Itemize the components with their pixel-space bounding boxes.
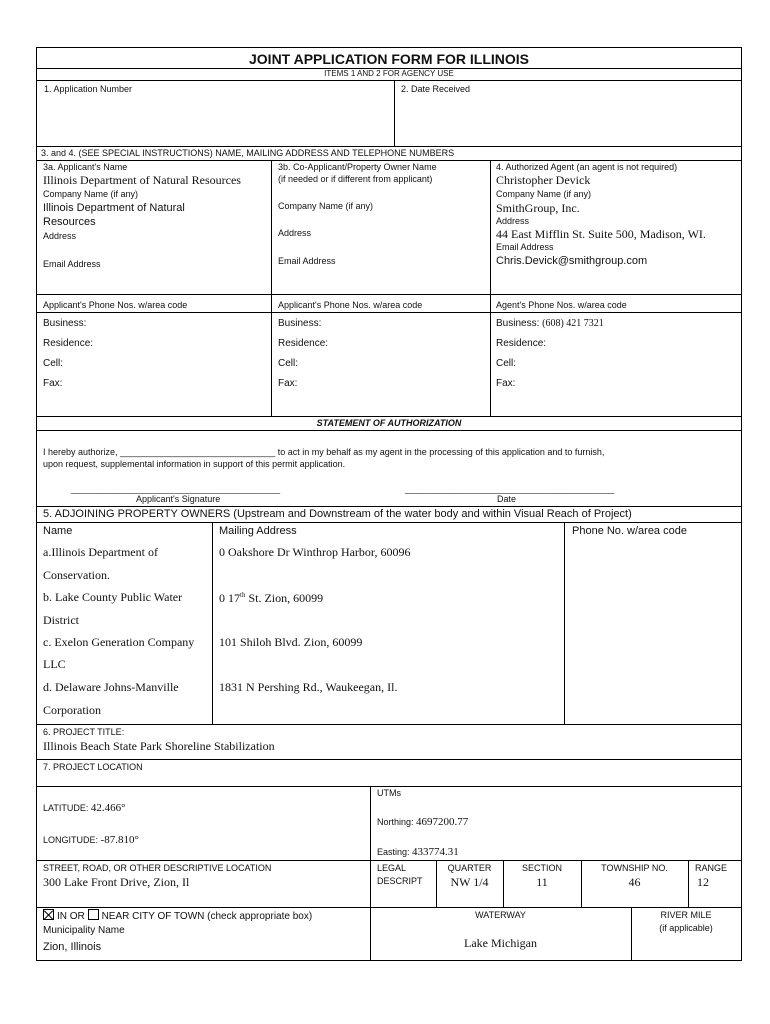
divider bbox=[37, 80, 741, 81]
co-applicant-cell-label[interactable]: Cell: bbox=[278, 358, 299, 369]
longitude-label: LONGITUDE: bbox=[43, 835, 99, 845]
owner-b-address-rest: St. Zion, 60099 bbox=[245, 591, 324, 605]
street-location-value[interactable]: 300 Lake Front Drive, Zion, Il bbox=[43, 875, 190, 889]
in-or-near-field bbox=[43, 909, 312, 923]
agent-company[interactable]: SmithGroup, Inc. bbox=[496, 201, 580, 215]
applicant-phone-label: Applicant's Phone Nos. w/area code bbox=[43, 300, 188, 310]
owner-b-address-suffix: th bbox=[240, 591, 246, 599]
divider bbox=[370, 786, 371, 961]
co-applicant-fax-label[interactable]: Fax: bbox=[278, 378, 298, 389]
date-line[interactable]: _______________________________________________ bbox=[405, 485, 615, 494]
range-label: RANGE bbox=[695, 863, 728, 873]
divider bbox=[271, 160, 272, 416]
owner-d-name-line2[interactable]: Corporation bbox=[43, 703, 101, 717]
divider bbox=[37, 860, 741, 861]
co-applicant-label: 3b. Co-Applicant/Property Owner Name bbox=[278, 162, 437, 172]
project-title-value[interactable]: Illinois Beach State Park Shoreline Stabilization bbox=[43, 739, 275, 753]
divider bbox=[37, 724, 741, 725]
agent-business-field[interactable] bbox=[496, 318, 604, 330]
owner-c-name-line2[interactable]: LLC bbox=[43, 657, 66, 671]
co-applicant-phone-label: Applicant's Phone Nos. w/area code bbox=[278, 300, 423, 310]
divider bbox=[37, 786, 741, 787]
agent-address-label: Address bbox=[496, 216, 530, 226]
divider bbox=[37, 312, 741, 313]
township-value[interactable]: 46 bbox=[628, 875, 641, 889]
river-mile-label: RIVER MILE bbox=[660, 910, 712, 920]
near-city-checkbox[interactable] bbox=[88, 909, 99, 920]
form-title: JOINT APPLICATION FORM FOR ILLINOIS bbox=[249, 51, 529, 67]
owner-phone-col-header: Phone No. w/area code bbox=[572, 525, 687, 537]
agent-residence-label[interactable]: Residence: bbox=[496, 338, 547, 349]
divider bbox=[490, 160, 491, 416]
owner-b-name-line2[interactable]: District bbox=[43, 613, 79, 627]
easting-field[interactable] bbox=[377, 846, 459, 859]
section-value[interactable]: 11 bbox=[536, 875, 548, 889]
quarter-label: QUARTER bbox=[447, 863, 492, 873]
authorization-text-line2: upon request, supplemental information in support of this permit application. bbox=[43, 459, 346, 469]
application-form bbox=[36, 47, 742, 961]
legal-description-label-2: DESCRIPT bbox=[377, 876, 423, 886]
date-label: Date bbox=[497, 494, 517, 504]
near-label: NEAR CITY OF TOWN (check appropriate box) bbox=[101, 911, 313, 922]
northing-value: 4697200.77 bbox=[416, 816, 469, 828]
easting-label: Easting: bbox=[377, 847, 410, 857]
agent-business-value: (608) 421 7321 bbox=[542, 318, 604, 329]
agent-address[interactable]: 44 East Mifflin St. Suite 500, Madison, WI. bbox=[496, 227, 706, 241]
street-location-label: STREET, ROAD, OR OTHER DESCRIPTIVE LOCATION bbox=[43, 863, 272, 873]
divider bbox=[37, 506, 741, 507]
project-title-label: 6. PROJECT TITLE: bbox=[43, 727, 125, 737]
agent-fax-label[interactable]: Fax: bbox=[496, 378, 516, 389]
section-label: SECTION bbox=[521, 863, 562, 873]
in-city-checkbox[interactable] bbox=[43, 909, 54, 920]
applicant-email-label: Email Address bbox=[43, 259, 101, 269]
owner-b-address[interactable] bbox=[219, 591, 323, 606]
agent-email-label: Email Address bbox=[496, 242, 554, 252]
river-mile-sublabel: (if applicable) bbox=[659, 923, 713, 933]
agency-use-header: ITEMS 1 AND 2 FOR AGENCY USE bbox=[324, 69, 454, 78]
waterway-value[interactable]: Lake Michigan bbox=[464, 936, 537, 950]
applicant-address-label: Address bbox=[43, 231, 77, 241]
authorization-text-line1: I hereby authorize, _______________________________ to act in my behalf as my agent in the processing of this application and to furnish, bbox=[43, 447, 605, 457]
applicant-fax-label[interactable]: Fax: bbox=[43, 378, 63, 389]
agent-business-label: Business: bbox=[496, 318, 540, 329]
authorization-header: STATEMENT OF AUTHORIZATION bbox=[316, 418, 462, 428]
agent-company-label: Company Name (if any) bbox=[496, 189, 592, 199]
in-label: IN OR bbox=[57, 911, 85, 922]
owner-d-address[interactable]: 1831 N Pershing Rd., Waukeegan, Il. bbox=[219, 680, 398, 694]
section3-header: 3. and 4. (SEE SPECIAL INSTRUCTIONS) NAME, MAILING ADDRESS AND TELEPHONE NUMBERS bbox=[41, 148, 455, 158]
applicant-business-label[interactable]: Business: bbox=[43, 318, 87, 329]
latitude-field[interactable] bbox=[43, 802, 126, 815]
easting-value: 433774.31 bbox=[412, 846, 459, 858]
utms-label: UTMs bbox=[377, 788, 401, 798]
owner-a-name-line1[interactable]: a.Illinois Department of bbox=[43, 545, 158, 559]
co-applicant-email-label: Email Address bbox=[278, 256, 336, 266]
owner-b-address-number: 0 17 bbox=[219, 591, 240, 605]
applicant-company-label: Company Name (if any) bbox=[43, 189, 139, 199]
owner-a-name-line2[interactable]: Conservation. bbox=[43, 568, 110, 582]
co-applicant-company-label: Company Name (if any) bbox=[278, 201, 374, 211]
divider bbox=[688, 860, 689, 907]
municipality-label: Municipality Name bbox=[43, 925, 125, 936]
section5-header: 5. ADJOINING PROPERTY OWNERS (Upstream and Downstream of the water body and within Visual Reach of Project) bbox=[43, 508, 632, 520]
longitude-value: -87.810° bbox=[100, 834, 139, 846]
quarter-value[interactable]: NW 1/4 bbox=[450, 875, 489, 889]
owner-address-col-header: Mailing Address bbox=[219, 525, 297, 537]
owner-d-name-line1[interactable]: d. Delaware Johns-Manville bbox=[43, 680, 179, 694]
co-applicant-residence-label[interactable]: Residence: bbox=[278, 338, 329, 349]
applicant-cell-label[interactable]: Cell: bbox=[43, 358, 64, 369]
agent-cell-label[interactable]: Cell: bbox=[496, 358, 517, 369]
divider bbox=[37, 160, 741, 161]
legal-description-label: LEGAL bbox=[377, 863, 407, 873]
divider bbox=[37, 430, 741, 431]
date-received-label: 2. Date Received bbox=[401, 84, 471, 94]
divider bbox=[37, 759, 741, 760]
municipality-value[interactable]: Zion, Illinois bbox=[43, 941, 102, 953]
applicant-residence-label[interactable]: Residence: bbox=[43, 338, 94, 349]
agent-name[interactable]: Christopher Devick bbox=[496, 173, 591, 187]
signature-label: Applicant's Signature bbox=[136, 494, 221, 504]
owner-c-address[interactable]: 101 Shiloh Blvd. Zion, 60099 bbox=[219, 635, 363, 649]
latitude-label: LATITUDE: bbox=[43, 803, 89, 813]
waterway-label: WATERWAY bbox=[475, 910, 526, 920]
township-label: TOWNSHIP NO. bbox=[601, 863, 668, 873]
application-number-label: 1. Application Number bbox=[44, 84, 133, 94]
signature-line[interactable]: _______________________________________________ bbox=[71, 485, 281, 494]
divider bbox=[37, 416, 741, 417]
divider bbox=[37, 522, 741, 523]
applicant-company-line2[interactable]: Resources bbox=[43, 216, 96, 228]
co-applicant-sublabel: (if needed or if different from applicant) bbox=[278, 174, 433, 184]
divider bbox=[212, 522, 213, 724]
owner-name-col-header: Name bbox=[43, 525, 73, 537]
agent-label: 4. Authorized Agent (an agent is not required) bbox=[496, 162, 678, 172]
applicant-company-line1[interactable]: Illinois Department of Natural bbox=[43, 202, 185, 214]
divider bbox=[37, 907, 741, 908]
divider bbox=[564, 522, 565, 724]
northing-label: Northing: bbox=[377, 817, 414, 827]
applicant-name[interactable]: Illinois Department of Natural Resources bbox=[43, 173, 241, 187]
divider bbox=[394, 80, 395, 146]
co-applicant-address-label: Address bbox=[278, 228, 312, 238]
range-value[interactable]: 12 bbox=[697, 875, 709, 889]
co-applicant-business-label[interactable]: Business: bbox=[278, 318, 322, 329]
divider bbox=[37, 146, 741, 147]
owner-b-name-line1[interactable]: b. Lake County Public Water bbox=[43, 590, 183, 604]
agent-email[interactable]: Chris.Devick@smithgroup.com bbox=[496, 255, 648, 267]
northing-field[interactable] bbox=[377, 816, 468, 829]
applicant-name-label: 3a. Applicant's Name bbox=[43, 162, 128, 172]
owner-a-address[interactable]: 0 Oakshore Dr Winthrop Harbor, 60096 bbox=[219, 545, 411, 559]
owner-c-name-line1[interactable]: c. Exelon Generation Company bbox=[43, 635, 195, 649]
divider bbox=[37, 294, 741, 295]
longitude-field[interactable] bbox=[43, 834, 139, 847]
latitude-value: 42.466° bbox=[90, 802, 126, 814]
project-location-label: 7. PROJECT LOCATION bbox=[43, 762, 143, 772]
agent-phone-label: Agent's Phone Nos. w/area code bbox=[496, 300, 627, 310]
